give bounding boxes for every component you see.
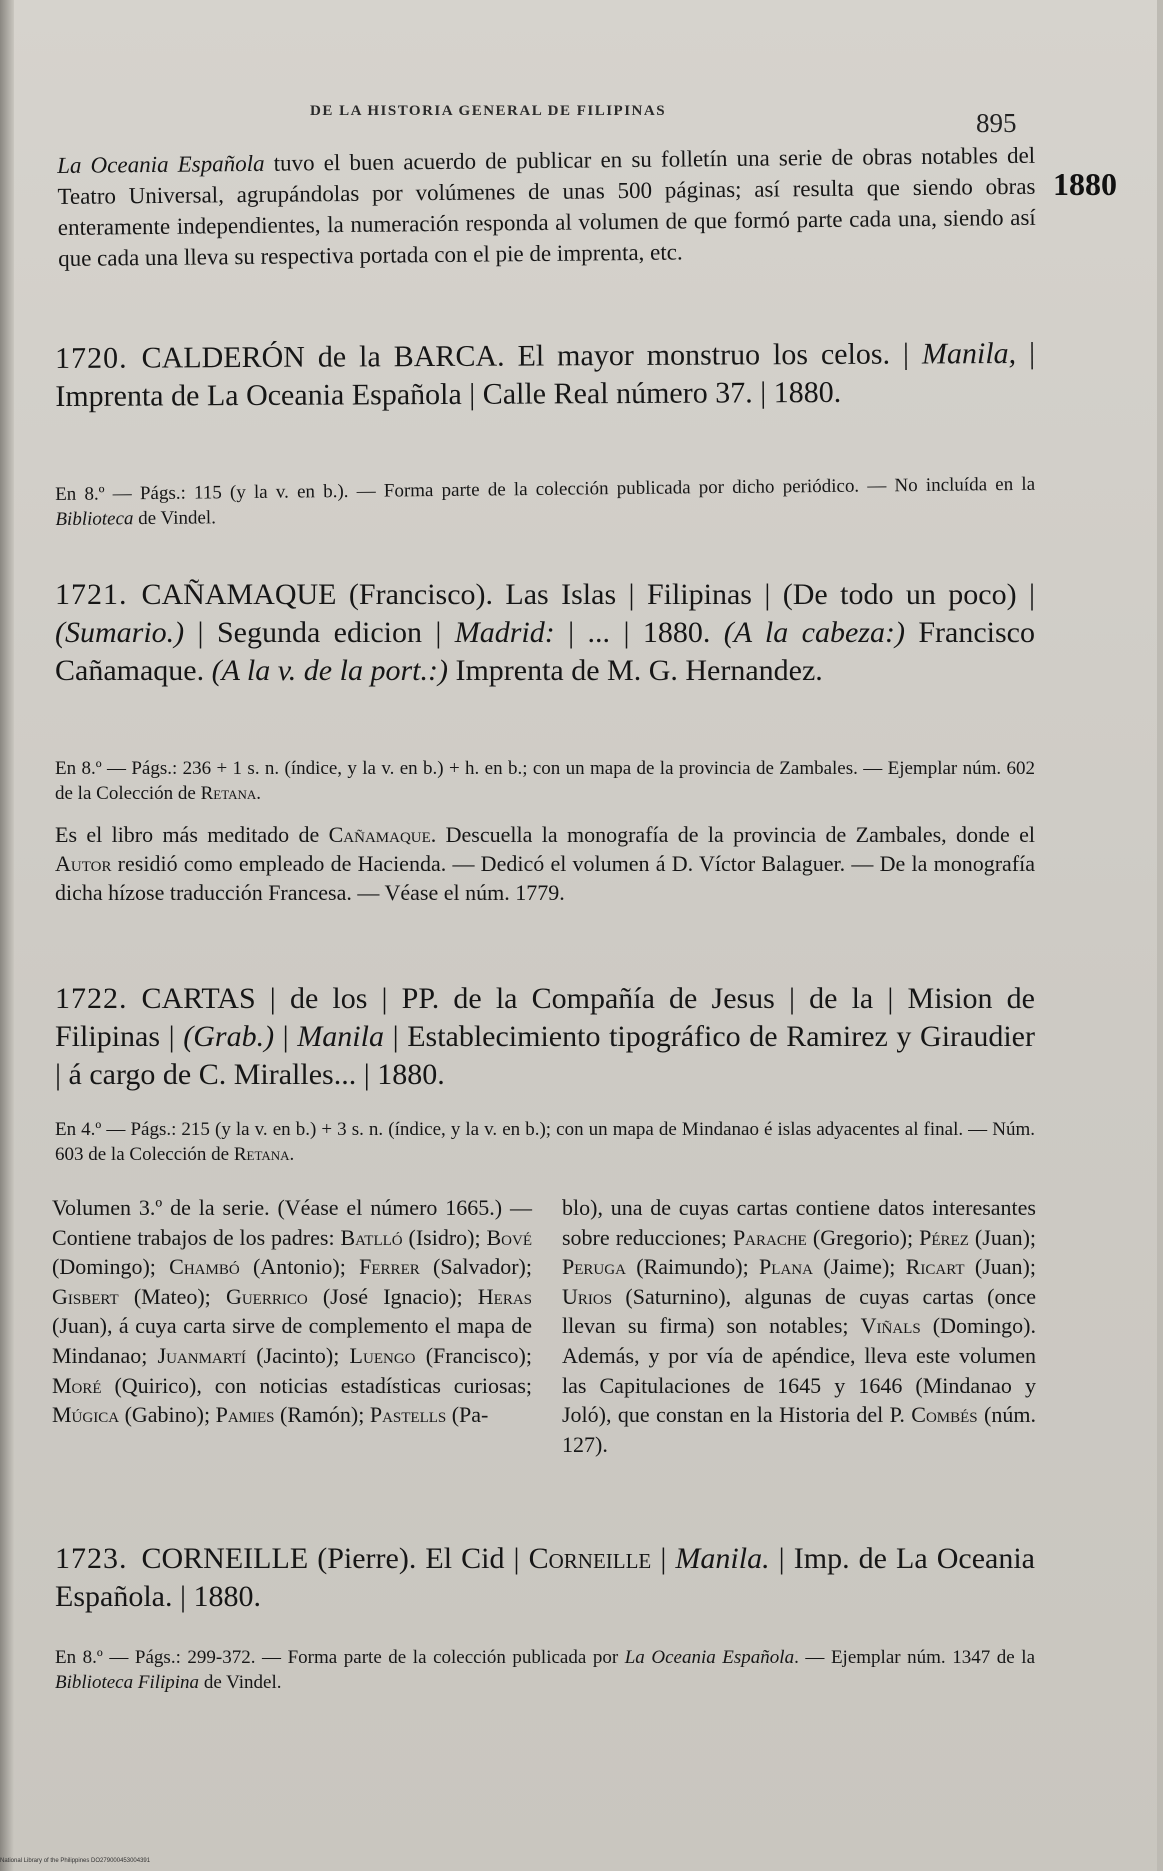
author-name: Viñals <box>860 1313 921 1339</box>
column-text: (Juan); <box>968 1224 1037 1250</box>
entry-1720-note <box>55 472 1035 532</box>
entry-title-italic: Manila <box>297 1020 384 1053</box>
column-text: (Salvador); <box>419 1254 532 1280</box>
author-name: Luengo <box>349 1342 416 1368</box>
entry-title-italic: Manila. <box>675 1542 770 1575</box>
entry-title-italic: (A la v. de la port.:) <box>211 654 448 687</box>
entry-title-italic: (Grab.) <box>183 1020 275 1053</box>
entry-1721-comment <box>55 820 1035 907</box>
author-name: Combés <box>911 1402 978 1428</box>
entry-title-text: | Establecimiento tipográfico de Ramirez y Giraudier | á cargo de C. Miralles... | 1880. <box>55 1020 1035 1091</box>
comment-text: . Descuella la monografía de la provincia de Zambales, donde el <box>430 822 1035 847</box>
column-text: blo), una de cuyas cartas contiene datos interesantes sobre reducciones; <box>562 1195 1036 1250</box>
entry-1722-title <box>55 980 1035 1094</box>
entry-number: 1723. <box>55 1542 128 1575</box>
author-name: Pérez <box>919 1224 969 1250</box>
entry-title-smallcaps: Corneille <box>528 1542 652 1575</box>
entry-1721-note <box>55 756 1035 806</box>
entry-1720-title <box>55 335 1035 416</box>
column-text: (Jacinto); <box>246 1342 350 1368</box>
author-name: Pamies <box>215 1402 275 1428</box>
entry-title-italic: Madrid: <box>454 616 555 649</box>
author-name: Peruga <box>562 1254 626 1280</box>
column-text: (Juan); <box>964 1254 1036 1280</box>
digitization-credit: National Library of the Philippines DO279000453004391 <box>0 1858 151 1864</box>
column-text: (Francisco); <box>415 1342 532 1368</box>
note-text: . <box>256 783 262 804</box>
entry-title-text: | Imp. de La Oceania Española. | 1880. <box>55 1542 1035 1613</box>
author-name: Pastells <box>369 1402 447 1428</box>
entry-title-text: | Segunda edicion | <box>184 616 455 649</box>
note-text: En 8.º — Págs.: 299-372. — Forma parte de la colección publicada por <box>55 1647 625 1668</box>
page-number: 895 <box>976 108 1017 138</box>
note-italic: Biblioteca <box>55 508 134 530</box>
note-text: de Vindel. <box>199 1672 282 1693</box>
author-name: Chambó <box>169 1254 240 1280</box>
note-text: En 4.º — Págs.: 215 (y la v. en b.) + 3 s. n. (índice, y la v. en b.); con un mapa de Mindanao é islas adyacentes al final. — Núm. 603 de la Colección de <box>55 1119 1035 1165</box>
note-smallcaps: Retana <box>200 783 257 804</box>
author-name: Parache <box>732 1224 807 1250</box>
entry-title-text: Francisco Cañamaque. <box>55 616 1035 687</box>
author-name: Gisbert <box>52 1283 119 1309</box>
entry-title-text: | <box>274 1020 298 1053</box>
page-shadow-left <box>0 0 14 1871</box>
column-text: (José Ignacio); <box>307 1283 478 1309</box>
note-text: . — Ejemplar núm. 1347 de la <box>794 1647 1035 1668</box>
column-text: (Raimundo); <box>625 1254 760 1280</box>
author-name: Plana <box>759 1254 813 1280</box>
entry-title-italic: Manila, <box>921 336 1017 371</box>
entry-1722-comment-right-column <box>562 1193 1036 1459</box>
note-italic: Biblioteca Filipina <box>55 1672 200 1693</box>
author-name: Juanmartí <box>157 1342 247 1368</box>
entry-number: 1721. <box>55 578 128 611</box>
intro-text: tuvo el buen acuerdo de publicar en su folletín una serie de obras notables del Teatro Universal, agrupándolas por volúmenes de unas 500 páginas; así resulta que siendo obras enteramente independientes, la numeración responda al volumen de que formó parte cada una, siendo así que cada una lleva su respectiva portada con el pie de imprenta, etc. <box>57 142 1036 271</box>
entry-1722-note <box>55 1117 1035 1167</box>
column-text: (Quirico), con noticias estadísticas curiosas; <box>101 1372 532 1398</box>
comment-smallcaps: Autor <box>55 851 112 876</box>
author-name: Guerrico <box>225 1283 308 1309</box>
column-text: (Isidro); <box>402 1224 487 1250</box>
note-text: En 8.º — Págs.: 115 (y la v. en b.). — Forma parte de la colección publicada por dicho periódico. — No incluída en la <box>55 473 1036 505</box>
column-text: (Ramón); <box>274 1402 370 1428</box>
note-text: de Vindel. <box>133 507 217 530</box>
entry-title-text: CALDERÓN de la BARCA. El mayor monstruo los celos. | <box>141 337 923 375</box>
entry-1723-title <box>55 1540 1035 1616</box>
column-text: (Juan), á cuya carta sirve de complemento el mapa de Mindanao; <box>52 1313 532 1368</box>
entry-title-text: CAÑAMAQUE (Francisco). Las Islas | Filipinas | (De todo un poco) | <box>141 578 1035 611</box>
entry-title-italic: (Sumario.) <box>55 616 185 649</box>
note-smallcaps: Retana <box>233 1144 290 1165</box>
column-text: (Antonio); <box>239 1254 360 1280</box>
note-italic: La Oceania Española <box>624 1647 795 1668</box>
column-text: (núm. 127). <box>562 1402 1036 1457</box>
margin-year: 1880 <box>1053 166 1117 202</box>
author-name: Urios <box>562 1283 613 1309</box>
column-text: (Gabino); <box>119 1402 216 1428</box>
entry-1721-title <box>55 576 1035 690</box>
column-text: (Pa- <box>446 1402 489 1428</box>
column-text: (Domingo). Además, y por vía de apéndice, lleva este volumen las Capitulaciones de 1645 y 1646 (Mindanao y Joló), que constan en la Historia del P. <box>562 1313 1037 1428</box>
entry-1722-comment-left-column <box>52 1193 532 1430</box>
entry-title-text: | ... | 1880. <box>554 616 724 649</box>
column-text: Volumen 3.º de la serie. (Véase el número 1665.) — Contiene trabajos de los padres: <box>52 1195 532 1250</box>
entry-1723-note <box>55 1645 1035 1695</box>
entry-title-text: CARTAS | de los | PP. de la Compañía de Jesus | de la | Mision de Filipinas | <box>55 982 1035 1053</box>
column-text: (Saturnino), algunas de cuyas cartas (once llevan su firma) son notables; <box>562 1283 1036 1339</box>
entry-title-text: CORNEILLE (Pierre). El Cid | <box>141 1542 529 1575</box>
running-head: DE LA HISTORIA GENERAL DE FILIPINAS <box>310 103 667 119</box>
comment-text: residió como empleado de Hacienda. — Dedicó el volumen á D. Víctor Balaguer. — De la monografía dicha hízose traducción Francesa. — Véase el núm. 1779. <box>55 851 1035 905</box>
author-name: Múgica <box>52 1402 120 1428</box>
entry-title-italic: (A la cabeza:) <box>723 616 905 649</box>
author-name: Ferrer <box>359 1254 420 1280</box>
page-edge-right <box>1157 0 1163 1871</box>
intro-italic-lead: La Oceania Española <box>57 150 265 178</box>
note-text: . <box>289 1144 295 1165</box>
note-text: En 8.º — Págs.: 236 + 1 s. n. (índice, y la v. en b.) + h. en b.; con un mapa de la provincia de Zambales. — Ejemplar núm. 602 de la Colección de <box>55 758 1035 804</box>
entry-number: 1722. <box>55 982 128 1015</box>
column-text: (Jaime); <box>812 1254 906 1280</box>
entry-number: 1720. <box>55 341 128 375</box>
column-text: (Mateo); <box>118 1283 226 1309</box>
author-name: Moré <box>52 1372 102 1398</box>
comment-text: Es el libro más meditado de <box>55 822 329 847</box>
intro-paragraph <box>57 140 1036 274</box>
entry-title-text: | <box>651 1542 676 1575</box>
author-name: Batlló <box>340 1224 403 1250</box>
column-text: (Domingo); <box>52 1254 170 1280</box>
comment-smallcaps: Cañamaque <box>328 822 431 847</box>
author-name: Ricart <box>905 1254 965 1280</box>
entry-title-text: Imprenta de M. G. Hernandez. <box>447 654 823 687</box>
author-name: Bové <box>486 1224 532 1250</box>
author-name: Heras <box>477 1283 533 1309</box>
entry-title-text: | Imprenta de La Oceania Española | Calle Real número 37. | 1880. <box>55 336 1036 413</box>
column-text: (Gregorio); <box>806 1224 920 1250</box>
